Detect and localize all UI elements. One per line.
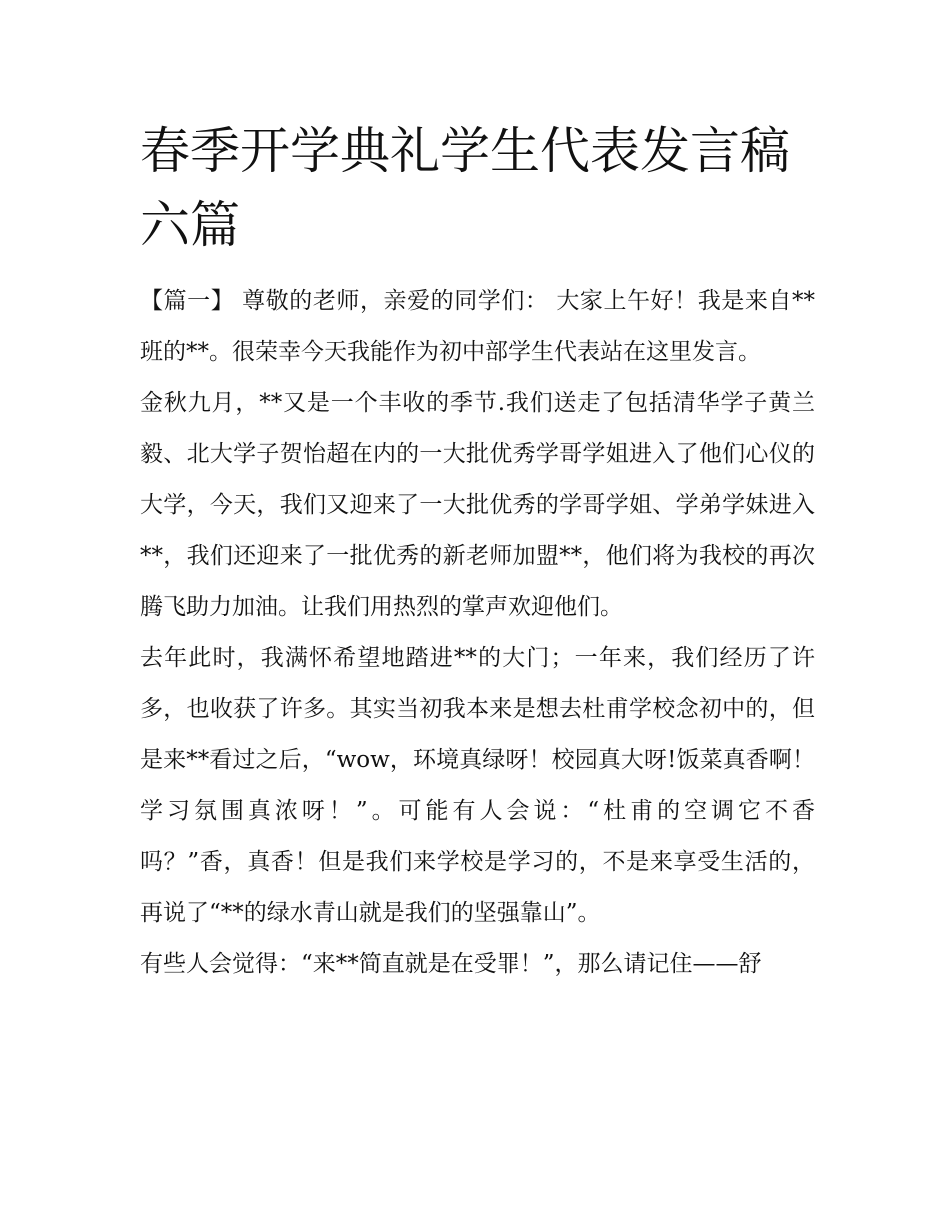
document-title: 春季开学典礼学生代表发言稿六篇 <box>140 122 790 254</box>
paragraph-1: 【篇一】 尊敬的老师，亲爱的同学们： 大家上午好！我是来自**班的**。很荣幸今天我能作为初中部学生代表站在这里发言。 <box>140 288 815 365</box>
document-body <box>140 276 815 990</box>
paragraph-3: 去年此时，我满怀希望地踏进**的大门；一年来，我们经历了许多，也收获了许多。其实当初我本来是想去杜甫学校念初中的，但是来**看过之后，“wow，环境真绿呀！校园真大呀!饭菜真香啊！学习氛围真浓呀！”。可能有人会说：“杜甫的空调它不香吗？”香，真香！但是我们来学校是学习的，不是来享受生活的，再说了“**的绿水青山就是我们的坚强靠山”。 <box>140 645 815 926</box>
paragraph-4: 有些人会觉得：“来**简直就是在受罪！”，那么请记住——舒 <box>140 951 762 977</box>
paragraph-2: 金秋九月，**又是一个丰收的季节.我们送走了包括清华学子黄兰毅、北大学子贺怡超在内的一大批优秀学哥学姐进入了他们心仪的大学，今天，我们又迎来了一大批优秀的学哥学姐、学弟学妹进入**，我们还迎来了一批优秀的新老师加盟**，他们将为我校的再次腾飞助力加油。让我们用热烈的掌声欢迎他们。 <box>140 390 815 620</box>
